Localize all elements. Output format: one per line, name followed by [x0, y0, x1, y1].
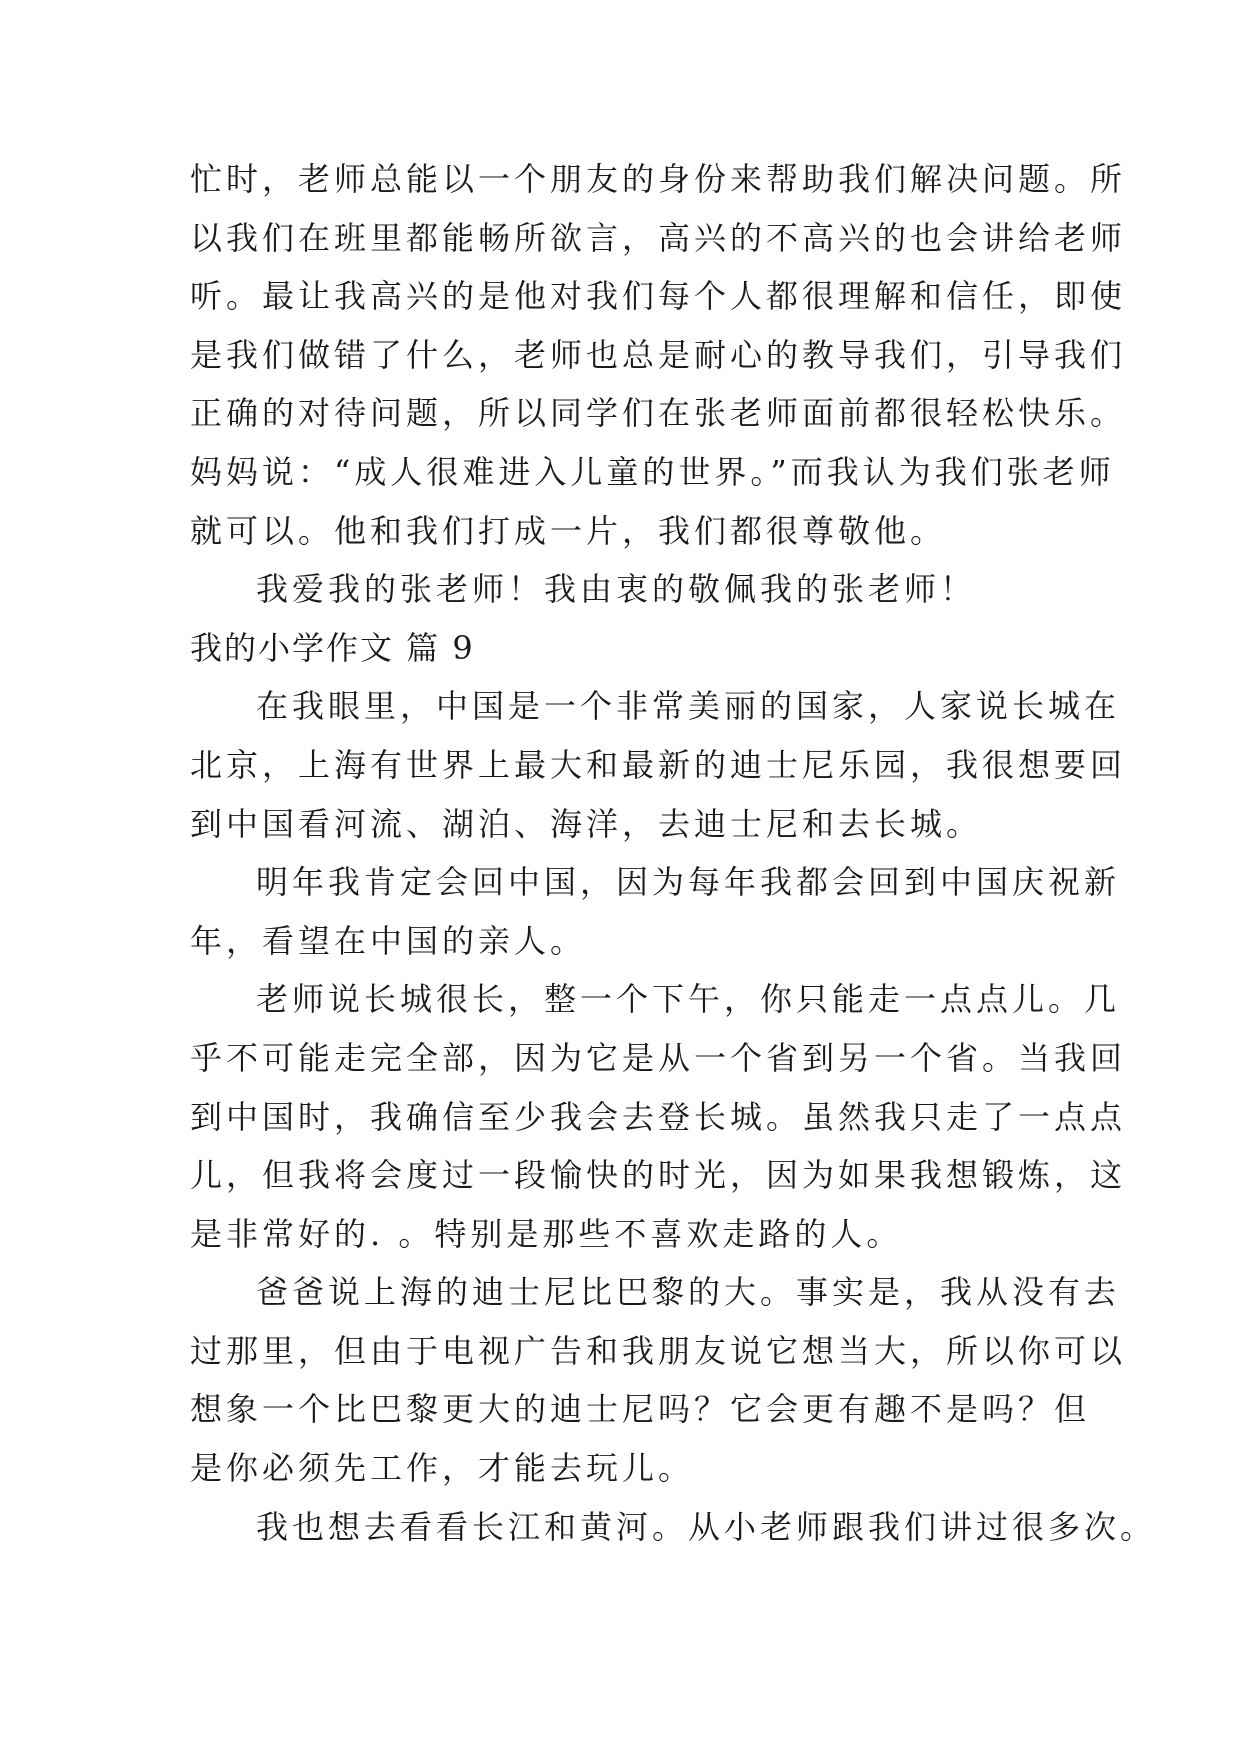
- text-line: 是我们做错了什么，老师也总是耐心的教导我们，引导我们: [190, 335, 1127, 374]
- paragraph-first-line: 老师说长城很长，整一个下午，你只能走一点点儿。几: [256, 980, 1121, 1019]
- paragraph-first-line: 我也想去看看长江和黄河。从小老师跟我们讲过很多次。: [256, 1507, 1157, 1546]
- paragraph-first-line: 在我眼里，中国是一个非常美丽的国家，人家说长城在: [256, 687, 1121, 726]
- text-line: 儿，但我将会度过一段愉快的时光，因为如果我想锻炼，这: [190, 1156, 1127, 1195]
- text-line: 忙时，老师总能以一个朋友的身份来帮助我们解决问题。所: [190, 160, 1127, 198]
- text-line: 正确的对待问题，所以同学们在张老师面前都很轻松快乐。: [190, 394, 1127, 433]
- text-line: 乎不可能走完全部，因为它是从一个省到另一个省。当我回: [190, 1038, 1127, 1077]
- paragraph-first-line: 爸爸说上海的迪士尼比巴黎的大。事实是，我从没有去: [256, 1273, 1121, 1312]
- text-line: 过那里，但由于电视广告和我朋友说它想当大，所以你可以: [190, 1331, 1127, 1370]
- text-line: 北京，上海有世界上最大和最新的迪士尼乐园，我很想要回: [190, 745, 1127, 784]
- text-line: 到中国看河流、湖泊、海洋，去迪士尼和去长城。: [190, 804, 983, 843]
- text-line: 到中国时，我确信至少我会去登长城。虽然我只走了一点点: [190, 1097, 1127, 1136]
- text-line: 妈妈说：“成人很难进入儿童的世界。”而我认为我们张老师: [190, 452, 1115, 491]
- section-heading: 我的小学作文 篇 9: [190, 628, 475, 667]
- text-line: 想象一个比巴黎更大的迪士尼吗？它会更有趣不是吗？但: [190, 1390, 1091, 1429]
- text-line: 听。最让我高兴的是他对我们每个人都很理解和信任，即使: [190, 277, 1127, 316]
- text-line: 就可以。他和我们打成一片，我们都很尊敬他。: [190, 511, 947, 550]
- paragraph-first-line: 明年我肯定会回中国，因为每年我都会回到中国庆祝新: [256, 863, 1121, 902]
- text-line: 是你必须先工作，才能去玩儿。: [190, 1449, 695, 1488]
- text-line: 以我们在班里都能畅所欲言，高兴的不高兴的也会讲给老师: [190, 218, 1127, 257]
- document-page: [190, 150, 1157, 1556]
- paragraph-first-line: 我爱我的张老师！我由衷的敬佩我的张老师！: [256, 570, 977, 609]
- text-line: 是非常好的. 。特别是那些不喜欢走路的人。: [190, 1214, 903, 1253]
- text-line: 年，看望在中国的亲人。: [190, 921, 587, 960]
